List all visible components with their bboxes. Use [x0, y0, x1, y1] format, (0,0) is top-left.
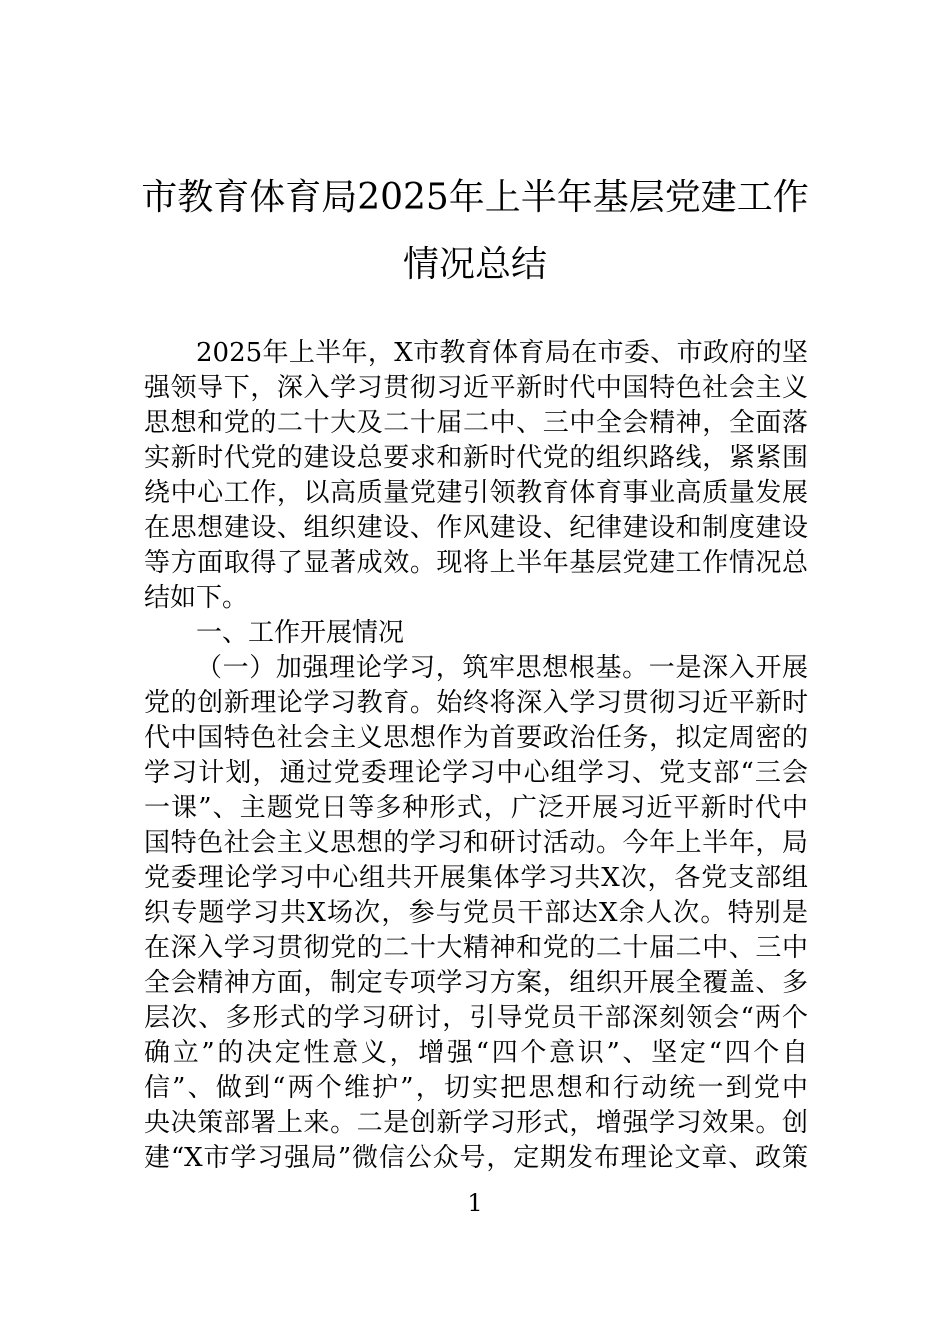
- paragraph-line: 强领导下，深入学习贯彻习近平新时代中国特色社会主义: [144, 373, 808, 403]
- page-number: 1: [467, 1189, 483, 1217]
- paragraph-line: 国特色社会主义思想的学习和研讨活动。今年上半年，局: [144, 828, 808, 858]
- paragraph-line: 央决策部署上来。二是创新学习形式，增强学习效果。创: [144, 1108, 808, 1138]
- paragraph-line: 层次、多形式的学习研讨，引导党员干部深刻领会“两个: [144, 1003, 808, 1033]
- paragraph-line: 在思想建设、组织建设、作风建设、纪律建设和制度建设: [144, 513, 808, 543]
- paragraph-line: 学习计划，通过党委理论学习中心组学习、党支部“三会: [144, 758, 808, 788]
- paragraph-line: 建“X市学习强局”微信公众号，定期发布理论文章、政策: [144, 1143, 808, 1173]
- paragraph-line: 在深入学习贯彻党的二十大精神和党的二十届二中、三中: [144, 933, 808, 963]
- paragraph-line: 党的创新理论学习教育。始终将深入学习贯彻习近平新时: [144, 688, 808, 718]
- paragraph-line: （一）加强理论学习，筑牢思想根基。一是深入开展: [196, 653, 808, 683]
- paragraph-line: 实新时代党的建设总要求和新时代党的组织路线，紧紧围: [144, 443, 808, 473]
- paragraph-line: 等方面取得了显著成效。现将上半年基层党建工作情况总: [144, 548, 808, 578]
- paragraph-line: 结如下。: [144, 583, 249, 613]
- paragraph-line: 信”、做到“两个维护”，切实把思想和行动统一到党中: [144, 1073, 808, 1103]
- paragraph-line: 全会精神方面，制定专项学习方案，组织开展全覆盖、多: [144, 968, 808, 998]
- paragraph-line: 确立”的决定性意义，增强“四个意识”、坚定“四个自: [144, 1038, 808, 1068]
- paragraph-line: 代中国特色社会主义思想作为首要政治任务，拟定周密的: [144, 723, 808, 753]
- paragraph-line: 思想和党的二十大及二十届二中、三中全会精神，全面落: [144, 408, 808, 438]
- paragraph-line: 一课”、主题党日等多种形式，广泛开展习近平新时代中: [144, 793, 808, 823]
- paragraph-line: 2025年上半年，X市教育体育局在市委、市政府的坚: [196, 338, 808, 368]
- document-title-line-1: 市教育体育局2025年上半年基层党建工作: [141, 177, 809, 218]
- document-title-line-2: 情况总结: [402, 244, 547, 285]
- paragraph-line: 织专题学习共X场次，参与党员干部达X余人次。特别是: [144, 898, 808, 928]
- section-heading: 一、工作开展情况: [196, 618, 405, 648]
- paragraph-line: 党委理论学习中心组共开展集体学习共X次，各党支部组: [144, 863, 808, 893]
- paragraph-line: 绕中心工作，以高质量党建引领教育体育事业高质量发展: [144, 478, 808, 508]
